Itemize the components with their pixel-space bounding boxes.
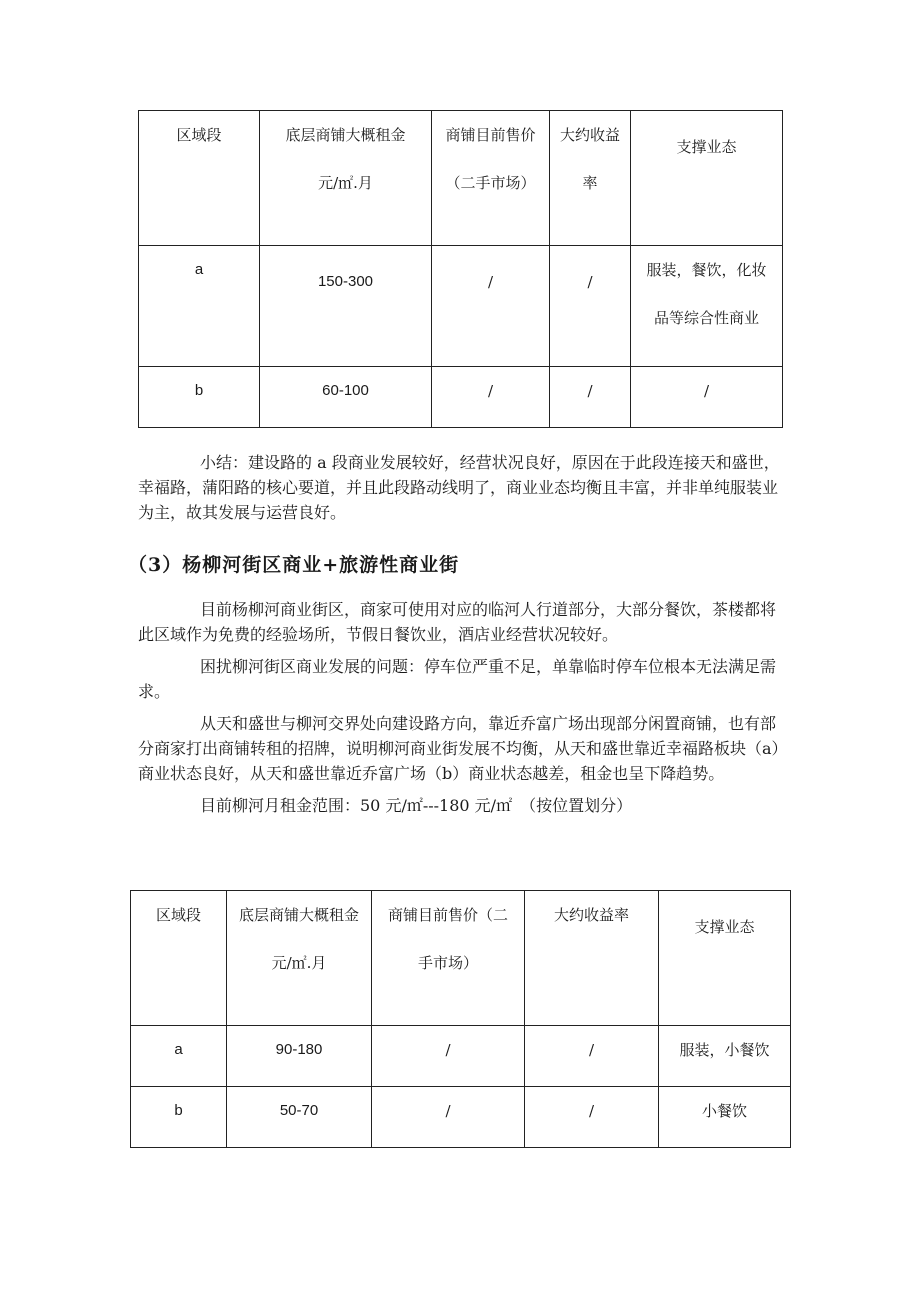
rent-cell: 60-100 — [260, 367, 432, 428]
yield-cell: / — [550, 246, 631, 367]
header-price: 商铺目前售价 （二手市场） — [432, 111, 550, 246]
paragraph: 目前杨柳河商业街区，商家可使用对应的临河人行道部分，大部分餐饮，茶楼都将此区域作为免费的经验场所，节假日餐饮业，酒店业经营状况较好。 — [138, 600, 777, 644]
zone-cell: b — [139, 367, 260, 428]
rent-cell: 150-300 — [260, 246, 432, 367]
price-cell: / — [432, 246, 550, 367]
summary-paragraph: 小结：建设路的 a 段商业发展较好，经营状况良好，原因在于此段连接天和盛世，幸福路，蒲阳路的核心要道，并且此段路动线明了，商业业态均衡且丰富，并非单纯服装业为主，故其发展与运营良好。 — [138, 453, 780, 522]
section-heading: （3）杨柳河街区商业+旅游性商业街 — [128, 554, 460, 576]
price-cell: / — [372, 1087, 525, 1148]
zone-cell: b — [131, 1087, 227, 1148]
table-row — [139, 246, 783, 367]
zone-cell: a — [131, 1026, 227, 1087]
paragraph: 困扰柳河街区商业发展的问题：停车位严重不足，单靠临时停车位根本无法满足需求。 — [138, 657, 777, 701]
header-business: 支撑业态 — [659, 891, 791, 1026]
header-zone: 区域段 — [131, 891, 227, 1026]
yield-cell: / — [525, 1026, 659, 1087]
header-yield: 大约收益 率 — [550, 111, 631, 246]
business-cell: 服装，餐饮，化妆 品等综合性商业 — [631, 246, 783, 367]
business-cell: 服装，小餐饮 — [659, 1026, 791, 1087]
body-text — [138, 597, 788, 818]
yield-cell: / — [525, 1087, 659, 1148]
yield-cell: / — [550, 367, 631, 428]
zone-cell: a — [139, 246, 260, 367]
header-rent: 底层商铺大概租金 元/㎡.月 — [260, 111, 432, 246]
table-row — [131, 1026, 791, 1087]
header-zone: 区域段 — [139, 111, 260, 246]
price-cell: / — [372, 1026, 525, 1087]
table-header-row — [131, 891, 791, 1026]
table-header-row — [139, 111, 783, 246]
rent-table-jianshe-road — [138, 110, 783, 428]
header-rent: 底层商铺大概租金 元/㎡.月 — [227, 891, 372, 1026]
price-cell: / — [432, 367, 550, 428]
table-row — [139, 367, 783, 428]
summary-block — [138, 450, 788, 525]
rent-cell: 50-70 — [227, 1087, 372, 1148]
rent-range-paragraph: 目前柳河月租金范围：50 元/㎡---180 元/㎡ （按位置划分） — [200, 796, 633, 815]
header-yield: 大约收益率 — [525, 891, 659, 1026]
business-cell: / — [631, 367, 783, 428]
rent-cell: 90-180 — [227, 1026, 372, 1087]
rent-table-liuhe-street — [130, 890, 791, 1148]
header-business: 支撑业态 — [631, 111, 783, 246]
business-cell: 小餐饮 — [659, 1087, 791, 1148]
paragraph: 从天和盛世与柳河交界处向建设路方向，靠近乔富广场出现部分闲置商铺，也有部分商家打出商铺转租的招牌，说明柳河商业街发展不均衡，从天和盛世靠近幸福路板块（a）商业状态良好，从天和盛世靠近乔富广场（b）商业状态越差，租金也呈下降趋势。 — [138, 714, 788, 783]
table-row — [131, 1087, 791, 1148]
header-price: 商铺目前售价（二 手市场） — [372, 891, 525, 1026]
